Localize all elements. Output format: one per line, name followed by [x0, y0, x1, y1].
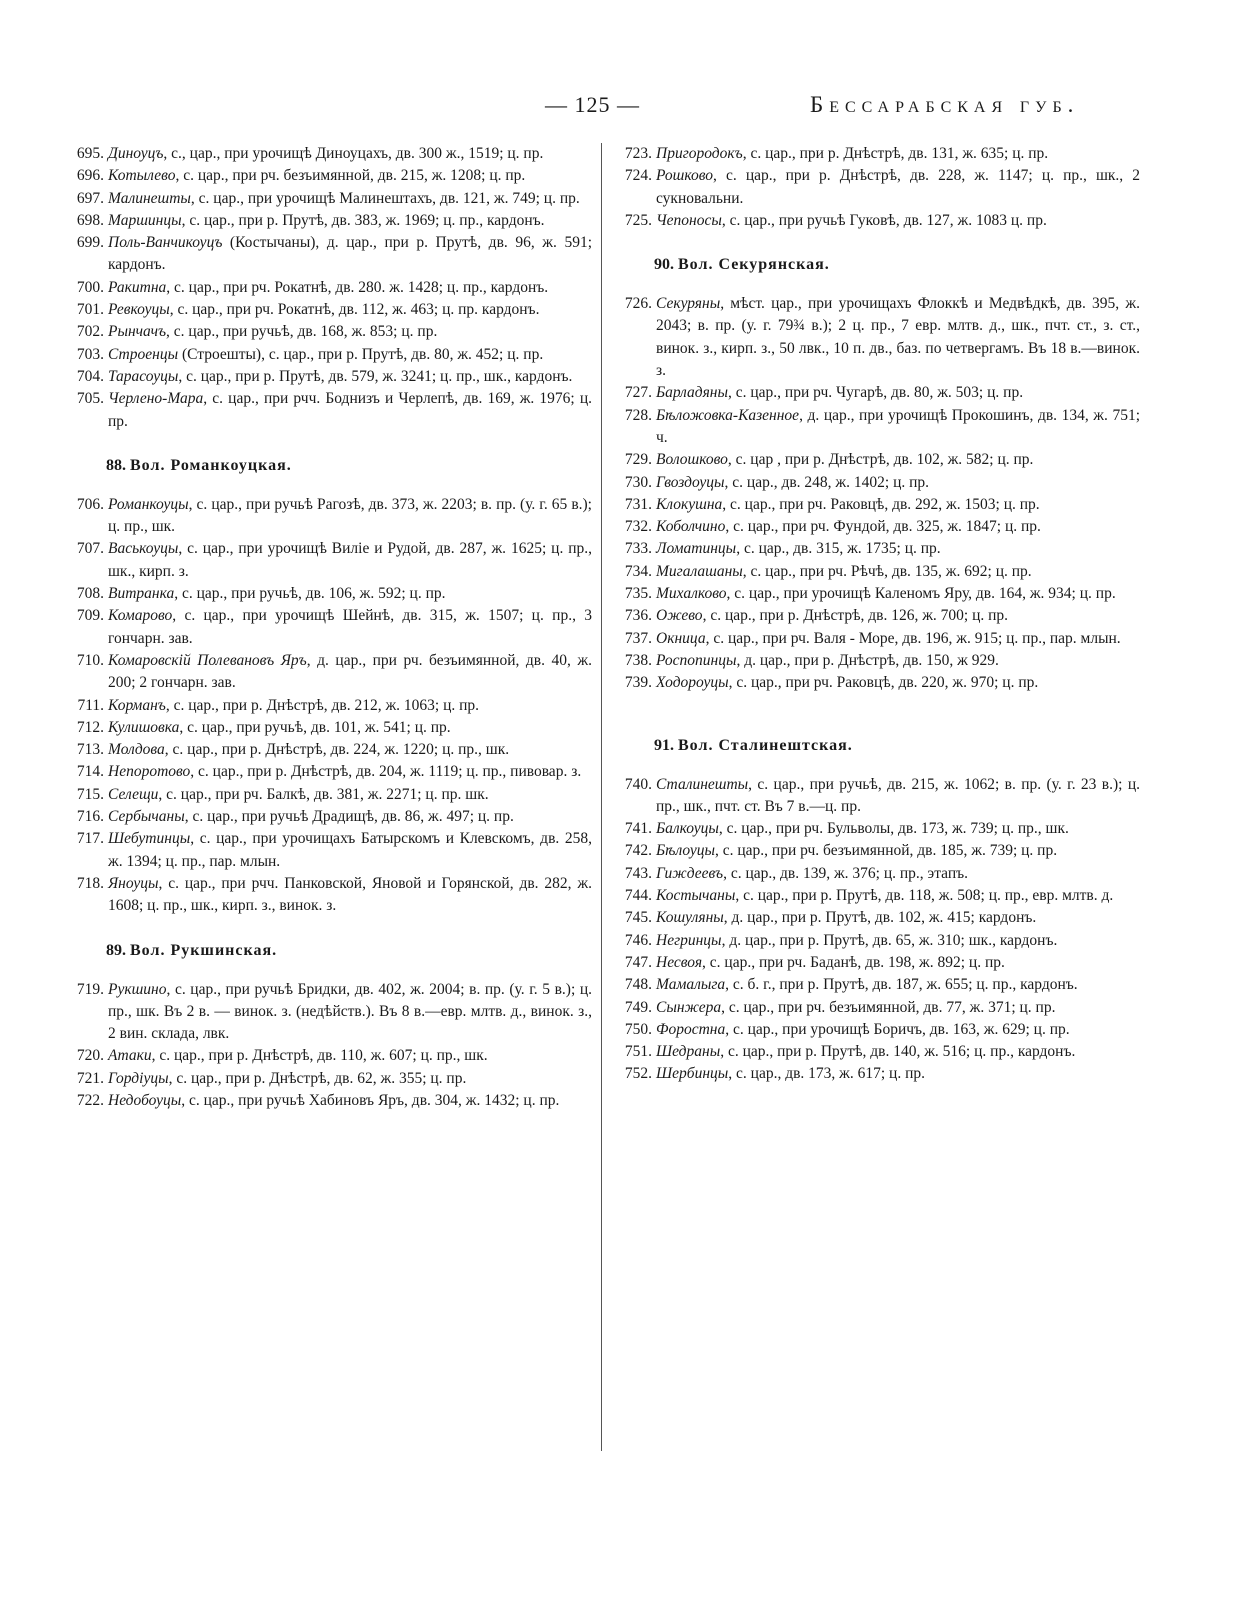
entry-number: 718. [76, 874, 104, 892]
place-name: Шедраны [656, 1043, 721, 1061]
entry-number: 710. [76, 651, 104, 669]
place-name: Поль-Ванчикоуцъ [108, 234, 223, 252]
gazetteer-entry [62, 165, 592, 187]
gazetteer-entry [610, 1019, 1140, 1041]
entry-number: 715. [76, 785, 104, 803]
entry-number: 741. [624, 820, 652, 838]
place-name: Ожево [656, 607, 703, 625]
place-name: Мамалыга [656, 976, 726, 994]
section-heading [610, 254, 1140, 276]
entry-text: , с. цар., при рч. безъимянной, дв. 185, ж. 739; ц. пр. [715, 842, 1058, 860]
entry-number: 724. [624, 167, 652, 185]
page-header [0, 92, 1239, 132]
section-heading [62, 455, 592, 477]
entry-number: 716. [76, 808, 104, 826]
gazetteer-entry [610, 494, 1140, 516]
place-name: Ревкоуцы [108, 301, 170, 319]
entry-number: 697. [76, 189, 104, 207]
place-name: Костычаны [656, 887, 736, 905]
place-name: Шербинцы [656, 1065, 729, 1083]
place-name: Тарасоуцы [108, 367, 179, 385]
left-column [62, 143, 592, 1112]
gazetteer-entry [610, 405, 1140, 450]
section-spacer [62, 918, 592, 940]
place-name: Роспопинцы [656, 651, 737, 669]
place-name: Сталинешты [656, 775, 749, 793]
gazetteer-entry [62, 538, 592, 583]
entry-text: , с. цар., при р. Днѣстрѣ, дв. 62, ж. 355; ц. пр. [168, 1069, 467, 1087]
entry-text: , д. цар., при урочищѣ Прокошинъ, дв. 134, ж. 751; ч. [656, 406, 1140, 446]
entry-text: , д. цар., при рч. безъимянной, дв. 40, ж. 200; 2 гончарн. зав. [108, 651, 592, 692]
gazetteer-entry [62, 583, 592, 605]
gazetteer-entry [62, 1068, 592, 1090]
entry-text: , с. цар., при урочищѣ Шейнѣ, дв. 315, ж. 1507; ц. пр., 3 гончарн. зав. [108, 607, 592, 647]
place-name: Малинешты [108, 189, 191, 207]
entry-number: 723. [624, 145, 652, 162]
entry-text: , с. цар., при р. Днѣстрѣ, дв. 126, ж. 700; ц. пр. [702, 607, 1009, 625]
entry-number: 705. [76, 390, 104, 408]
section-spacer [610, 695, 1140, 735]
place-name: Селещи [108, 785, 159, 803]
gazetteer-entry [62, 784, 592, 806]
place-name: Форостна [656, 1020, 726, 1038]
gazetteer-entry [610, 628, 1140, 650]
section-title: Вол. Романкоуцкая. [130, 456, 292, 474]
entry-text: , с. цар., при урочищѣ Боричъ, дв. 163, ж. 629; ц. пр. [725, 1020, 1070, 1038]
entry-text: , с. цар., при р. Днѣстрѣ, дв. 204, ж. 1119; ц. пр., пивовар. з. [190, 763, 582, 781]
place-name: Секуряны [656, 295, 721, 313]
section-heading [610, 735, 1140, 757]
section-spacer [62, 433, 592, 455]
section-spacer [610, 276, 1140, 293]
gazetteer-entry [62, 1045, 592, 1067]
gazetteer-entry [610, 583, 1140, 605]
entry-text: , с. цар., при рч. Бульволы, дв. 173, ж. 739; ц. пр., шк. [718, 820, 1069, 838]
entry-text: , с. цар., при рч. Раковцѣ, дв. 220, ж. 970; ц. пр. [728, 674, 1039, 692]
entry-text: , с. цар., при урочищѣ Малинештахъ, дв. 121, ж. 749; ц. пр. [190, 189, 580, 207]
entry-number: 738. [624, 651, 652, 669]
section-title: Вол. Секурянская. [678, 256, 830, 274]
place-name: Барладяны [656, 384, 728, 402]
entry-number: 727. [624, 384, 652, 402]
entry-number: 751. [624, 1043, 652, 1061]
gazetteer-entry [62, 695, 592, 717]
entry-number: 745. [624, 909, 652, 927]
gazetteer-entry [610, 672, 1140, 694]
gazetteer-entry [610, 382, 1140, 404]
place-name: Непоротово [108, 763, 191, 781]
entry-number: 725. [624, 211, 652, 229]
gazetteer-entry [62, 717, 592, 739]
place-name: Романкоуцы [108, 495, 189, 513]
page-number: — 125 — [545, 92, 640, 117]
section-number: 90. [654, 256, 674, 274]
entry-number: 713. [76, 741, 104, 759]
entry-number: 734. [624, 562, 652, 580]
section-spacer [610, 232, 1140, 254]
entry-text: , с. цар., дв. 248, ж. 1402; ц. пр. [724, 473, 930, 491]
place-name: Кулишовка [108, 718, 180, 736]
place-name: Мигалашаны [656, 562, 743, 580]
gazetteer-entry [62, 277, 592, 299]
gazetteer-entry [610, 840, 1140, 862]
entry-text: , с. б. г., при р. Прутѣ, дв. 187, ж. 655; ц. пр., кардонъ. [725, 976, 1078, 994]
place-name: Бѣлоуцы [656, 842, 715, 860]
entry-text: , с. цар., при ручьѣ Хабиновъ Яръ, дв. 304, ж. 1432; ц. пр. [181, 1091, 560, 1109]
entry-text: , с. цар., при ручьѣ Рагозѣ, дв. 373, ж. 2203; в. пр. (у. г. 65 в.); ц. пр., шк. [108, 495, 592, 536]
gazetteer-entry [610, 974, 1140, 996]
place-name: Кошуляны [656, 909, 724, 927]
entry-number: 728. [624, 406, 652, 424]
entry-number: 720. [76, 1047, 104, 1065]
place-name: Михалково [656, 585, 727, 603]
entry-number: 714. [76, 763, 104, 781]
entry-number: 748. [624, 976, 652, 994]
entry-text: , с. цар., при рч. Рѣчѣ, дв. 135, ж. 692; ц. пр. [742, 562, 1032, 580]
gazetteer-entry [62, 143, 592, 165]
entry-number: 736. [624, 607, 652, 625]
place-name: Рошково [656, 167, 714, 185]
entry-text: (Строешты), с. цар., при р. Прутѣ, дв. 80, ж. 452; ц. пр. [178, 345, 544, 363]
entry-text: , с. цар., при ручьѣ Бридки, дв. 402, ж. 2004; в. пр. (у. г. 5 в.); ц. пр., шк. Въ 2 в. — винок. з. (недѣйств.). Въ 8 в.—евр. млтв. д., винок. з., 2 вин. склада, лвк. [108, 980, 592, 1043]
entry-number: 721. [76, 1069, 104, 1087]
entry-number: 708. [76, 585, 104, 603]
entry-number: 698. [76, 211, 104, 229]
place-name: Маршинцы [108, 211, 182, 229]
entry-number: 747. [624, 953, 652, 971]
entry-number: 729. [624, 451, 652, 469]
gazetteer-entry [610, 650, 1140, 672]
entry-text: , с. цар., при урочищѣ Виліе и Рудой, дв. 287, ж. 1625; ц. пр., шк., кирп. з. [108, 540, 592, 580]
place-name: Ломатинцы [656, 540, 737, 558]
gazetteer-entry [62, 388, 592, 433]
entry-number: 702. [76, 323, 104, 341]
place-name: Котылево [108, 167, 176, 185]
place-name: Молдова [108, 741, 165, 759]
place-name: Несвоя [656, 953, 703, 971]
entry-number: 717. [76, 830, 104, 848]
entry-number: 703. [76, 345, 104, 363]
entry-number: 712. [76, 718, 104, 736]
place-name: Шебутинцы [108, 830, 191, 848]
gazetteer-entry [610, 907, 1140, 929]
place-name: Гордіуцы [108, 1069, 169, 1087]
entry-text: , д. цар., при р. Днѣстрѣ, дв. 150, ж 929. [736, 651, 999, 669]
gazetteer-entry [62, 232, 592, 277]
entry-text: , с. цар., при урочищѣ Каленомъ Яру, дв. 164, ж. 934; ц. пр. [726, 585, 1116, 603]
gazetteer-entry [610, 143, 1140, 165]
gazetteer-entry [62, 739, 592, 761]
place-name: Ходороуцы [656, 674, 729, 692]
entry-number: 722. [76, 1091, 104, 1109]
entry-number: 733. [624, 540, 652, 558]
gazetteer-entry [610, 516, 1140, 538]
gazetteer-entry [610, 293, 1140, 382]
entry-text: , с. цар., при рч. безъимянной, дв. 215, ж. 1208; ц. пр. [175, 167, 526, 185]
entry-text: , с. цар., при ручьѣ, дв. 168, ж. 853; ц. пр. [166, 323, 438, 341]
gazetteer-entry [62, 650, 592, 695]
place-name: Бѣложовка-Казенное [656, 406, 800, 424]
gazetteer-entry [610, 818, 1140, 840]
gazetteer-entry [62, 210, 592, 232]
entry-text: , с. цар., при р. Прутѣ, дв. 140, ж. 516; ц. пр., кардонъ. [720, 1043, 1076, 1061]
gazetteer-entry [610, 930, 1140, 952]
entry-number: 696. [76, 167, 104, 185]
entry-text: , с. цар., при рч. безъимянной, дв. 77, ж. 371; ц. пр. [721, 998, 1056, 1016]
gazetteer-entry [610, 952, 1140, 974]
entry-number: 731. [624, 495, 652, 513]
entry-text: , с. цар., при р. Днѣстрѣ, дв. 224, ж. 1220; ц. пр., шк. [164, 741, 510, 759]
section-spacer [62, 477, 592, 494]
place-name: Васькоуцы [108, 540, 179, 558]
gazetteer-entry [610, 885, 1140, 907]
entry-number: 739. [624, 674, 652, 692]
running-title: Бессарабская губ. [810, 92, 1080, 117]
place-name: Недобоуцы [108, 1091, 182, 1109]
place-name: Диноуцъ [108, 145, 164, 162]
gazetteer-entry [62, 605, 592, 650]
place-name: Гвоздоуцы [656, 473, 725, 491]
entry-text: , с. цар., при ручьѣ Гуковѣ, дв. 127, ж. 1083 ц. пр. [721, 211, 1047, 229]
section-title: Вол. Сталинештская. [678, 736, 853, 754]
entry-number: 695. [76, 145, 104, 162]
place-name: Негринцы [656, 931, 722, 949]
place-name: Комаровскій Полевановъ Яръ [108, 651, 307, 669]
section-number: 88. [106, 456, 126, 474]
place-name: Рукшино [108, 980, 167, 998]
section-heading [62, 940, 592, 962]
entry-number: 742. [624, 842, 652, 860]
entry-text: , с. цар., при рчч. Боднизъ и Черлепѣ, дв. 169, ж. 1976; ц. пр. [108, 390, 592, 430]
gazetteer-entry [62, 366, 592, 388]
gazetteer-entry [62, 806, 592, 828]
place-name: Рынчачъ [108, 323, 167, 341]
entry-text: , д. цар., при р. Прутѣ, дв. 65, ж. 310; шк., кардонъ. [721, 931, 1058, 949]
entry-text: , с. цар., при рч. Фундой, дв. 325, ж. 1847; ц. пр. [725, 518, 1041, 536]
entry-number: 709. [76, 607, 104, 625]
entry-number: 706. [76, 495, 104, 513]
entry-text: , с. цар., дв. 139, ж. 376; ц. пр., этапъ. [723, 864, 969, 882]
gazetteer-entry [62, 979, 592, 1046]
place-name: Яноуцы [108, 874, 159, 892]
entry-number: 726. [624, 295, 652, 313]
gazetteer-entry [610, 997, 1140, 1019]
place-name: Сербычаны [108, 808, 185, 826]
entry-text: , с. цар., при рч. Балкѣ, дв. 381, ж. 2271; ц. пр. шк. [158, 785, 489, 803]
column-divider [601, 143, 602, 1451]
entry-text: , д. цар., при р. Прутѣ, дв. 102, ж. 415; кардонъ. [723, 909, 1037, 927]
entry-number: 735. [624, 585, 652, 603]
entry-text: , с. цар., при р. Днѣстрѣ, дв. 228, ж. 1147; ц. пр., шк., 2 сукновальни. [656, 167, 1140, 207]
gazetteer-entry [610, 165, 1140, 210]
gazetteer-entry [62, 344, 592, 366]
entry-number: 730. [624, 473, 652, 491]
section-spacer [610, 757, 1140, 774]
entry-text: , с. цар., при р. Днѣстрѣ, дв. 110, ж. 607; ц. пр., шк. [151, 1047, 488, 1065]
entry-text: , с. цар., при р. Днѣстрѣ, дв. 212, ж. 1063; ц. пр. [165, 696, 480, 714]
entry-text: , с. цар., при рч. Чугарѣ, дв. 80, ж. 503; ц. пр. [727, 384, 1024, 402]
entry-number: 704. [76, 367, 104, 385]
entry-number: 737. [624, 629, 652, 647]
gazetteer-entry [610, 561, 1140, 583]
place-name: Окница [656, 629, 706, 647]
entry-number: 743. [624, 864, 652, 882]
entry-text: , с. цар., дв. 315, ж. 1735; ц. пр. [736, 540, 941, 558]
gazetteer-entry [62, 321, 592, 343]
entry-text: , с. цар., при р. Прутѣ, дв. 118, ж. 508; ц. пр., евр. млтв. д. [735, 887, 1114, 905]
entry-number: 711. [77, 696, 104, 714]
entry-text: , с. цар., при ручьѣ, дв. 106, ж. 592; ц. пр. [174, 585, 446, 603]
entry-number: 752. [624, 1065, 652, 1083]
place-name: Сынжера [656, 998, 722, 1016]
entry-text: , с. цар., при рч. Раковцѣ, дв. 292, ж. 1503; ц. пр. [722, 495, 1040, 513]
place-name: Комарово [108, 607, 173, 625]
gazetteer-entry [610, 1041, 1140, 1063]
entry-text: , мѣст. цар., при урочищахъ Флоккѣ и Медвѣдкѣ, дв. 395, ж. 2043; в. пр. (у. г. 79¾ в.); 2 ц. пр., 7 евр. млтв. д., шк., пчт. ст., з. ст., винок. з., кирп. з., 50 лвк., 10 п. дв., баз. по четвергамъ. Въ 18 в.—винок. з. [656, 295, 1140, 380]
entry-number: 700. [76, 278, 104, 296]
section-number: 89. [106, 941, 126, 959]
entry-text: , с. цар., при рч. Рокатнѣ, дв. 112, ж. 463; ц. пр. кардонъ. [169, 301, 540, 319]
place-name: Волошково [656, 451, 728, 469]
gazetteer-entry [62, 299, 592, 321]
entry-number: 750. [624, 1020, 652, 1038]
entry-number: 719. [76, 980, 104, 998]
gazetteer-entry [62, 828, 592, 873]
place-name: Пригородокъ [656, 145, 743, 162]
place-name: Балкоуцы [656, 820, 719, 838]
entry-text: , с. цар., при ручьѣ, дв. 215, ж. 1062; в. пр. (у. г. 23 в.); ц. пр., шк., пчт. ст. Въ 7 в.—ц. пр. [656, 775, 1140, 815]
section-title: Вол. Рукшинская. [130, 941, 278, 959]
entry-text: , с. цар., при ручьѣ, дв. 101, ж. 541; ц. пр. [179, 718, 451, 736]
entry-number: 740. [624, 775, 652, 793]
gazetteer-entry [62, 188, 592, 210]
entry-text: , с. цар., при ручьѣ Драдищѣ, дв. 86, ж. 497; ц. пр. [184, 808, 514, 826]
gazetteer-entry [62, 761, 592, 783]
entry-text: , с. цар., при урочищахъ Батырскомъ и Клевскомъ, дв. 258, ж. 1394; ц. пр., пар. млын. [108, 830, 592, 870]
entry-text: , с. цар., при рч. Баданѣ, дв. 198, ж. 892; ц. пр. [702, 953, 1005, 971]
place-name: Гиждеевъ [656, 864, 724, 882]
entry-number: 746. [624, 931, 652, 949]
entry-text: , с. цар., при рч. Рокатнѣ, дв. 280. ж. 1428; ц. пр., кардонъ. [166, 278, 549, 296]
entry-number: 744. [624, 887, 652, 905]
entry-number: 749. [624, 998, 652, 1016]
place-name: Атаки [108, 1047, 152, 1065]
section-number: 91. [654, 736, 674, 754]
entry-number: 732. [624, 518, 652, 536]
gazetteer-entry [610, 210, 1140, 232]
place-name: Корманъ [108, 696, 166, 714]
gazetteer-entry [610, 863, 1140, 885]
place-name: Ракитна [108, 278, 167, 296]
entry-text: , с. цар., дв. 173, ж. 617; ц. пр. [728, 1065, 926, 1083]
place-name: Чепоносы [656, 211, 722, 229]
entry-number: 699. [76, 234, 104, 252]
entry-text: , с., цар., при урочищѣ Диноуцахъ, дв. 300 ж., 1519; ц. пр. [163, 145, 544, 162]
place-name: Черлено-Мара [108, 390, 204, 408]
gazetteer-entry [62, 873, 592, 918]
entry-text: , с. цар., при р. Днѣстрѣ, дв. 131, ж. 635; ц. пр. [742, 145, 1049, 162]
place-name: Клокушна [656, 495, 723, 513]
entry-number: 701. [76, 301, 104, 319]
place-name: Коболчино [656, 518, 726, 536]
gazetteer-entry [610, 1063, 1140, 1085]
gazetteer-entry [610, 449, 1140, 471]
entry-text: , с. цар., при р. Прутѣ, дв. 579, ж. 3241; ц. пр., шк., кардонъ. [178, 367, 573, 385]
entry-text: (Костычаны), д. цар., при р. Прутѣ, дв. 96, ж. 591; кардонъ. [108, 234, 592, 274]
gazetteer-entry [610, 774, 1140, 819]
gazetteer-entry [62, 1090, 592, 1112]
entry-text: , с. цар., при рч. Валя - Море, дв. 196, ж. 915; ц. пр., пар. млын. [705, 629, 1121, 647]
section-spacer [62, 962, 592, 979]
gazetteer-entry [62, 494, 592, 539]
entry-text: , с. цар., при рчч. Панковской, Яновой и Горянской, дв. 282, ж. 1608; ц. пр., шк., кирп. з., винок. з. [108, 874, 592, 915]
place-name: Витранка [108, 585, 175, 603]
gazetteer-entry [610, 538, 1140, 560]
entry-text: , с. цар , при р. Днѣстрѣ, дв. 102, ж. 582; ц. пр. [727, 451, 1034, 469]
entry-text: , с. цар., при р. Прутѣ, дв. 383, ж. 1969; ц. пр., кардонъ. [181, 211, 545, 229]
gazetteer-entry [610, 472, 1140, 494]
right-column [610, 143, 1140, 1086]
entry-number: 707. [76, 540, 104, 558]
gazetteer-entry [610, 605, 1140, 627]
place-name: Строенцы [108, 345, 179, 363]
